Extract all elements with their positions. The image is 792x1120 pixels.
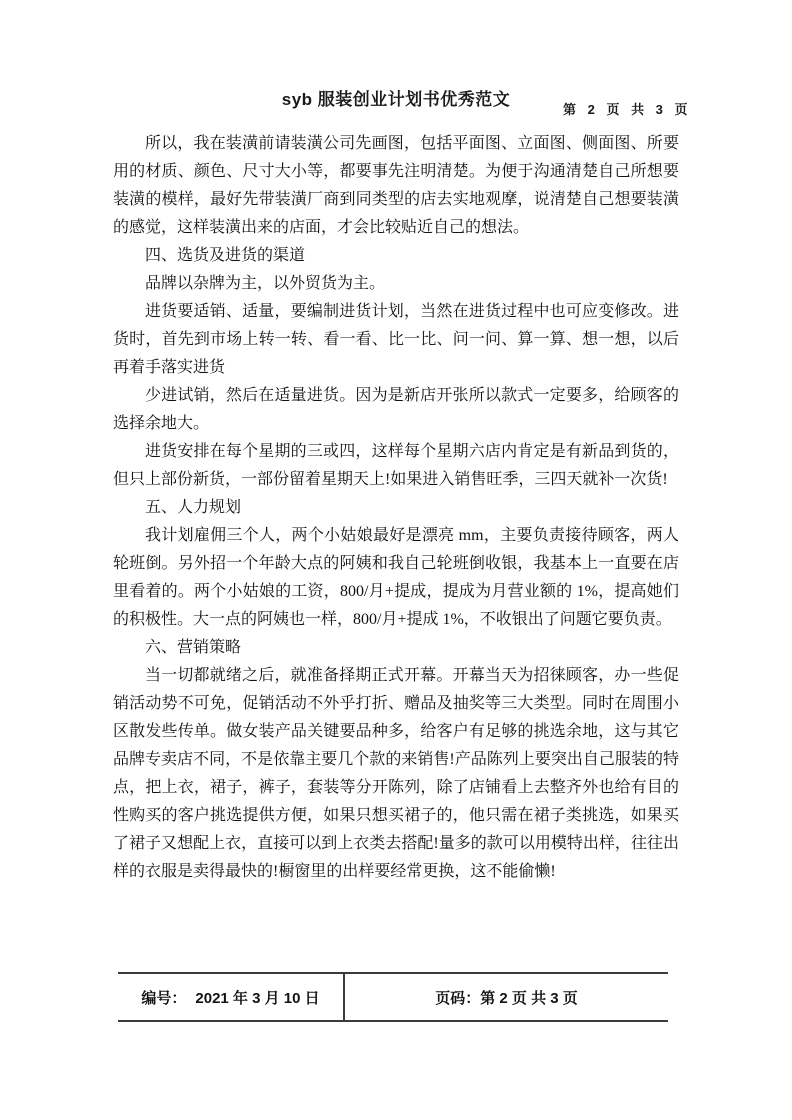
paragraph: 当一切都就绪之后，就准备择期正式开幕。开幕当天为招徕顾客，办一些促销活动势不可免，促销活动不外乎打折、赠品及抽奖等三大类型。同时在周围小区散发些传单。做女装产品关键要品种多，给客户有足够的挑选余地，这与其它品牌专卖店不同，不是依靠主要几个款的来销售!产品陈列上要突出自己服装的特点，把上衣，裙子，裤子，套装等分开陈列，除了店铺看上去整齐外也给有目的性购买的客户挑选提供方便，如果只想买裙子的，他只需在裙子类挑选，如果买了裙子又想配上衣，直接可以到上衣类去搭配!量多的款可以用模特出样，往往出样的衣服是卖得最快的!橱窗里的出样要经常更换，这不能偷懒! [113, 667, 679, 880]
paragraph: 进货要适销、适量，要编制进货计划，当然在进货过程中也可应变修改。进货时，首先到市场上转一转、看一看、比一比、问一问、算一算、想一想，以后再着手落实进货 [113, 303, 679, 376]
section-heading: 六、营销策略 [145, 639, 242, 656]
footer-page-cell [345, 974, 668, 1020]
section-heading: 五、人力规划 [145, 499, 242, 516]
footer-number-value: 2021 年 3 月 10 日 [195, 989, 320, 1007]
header-page-indicator: 第 2 页 共 3 页 [563, 102, 692, 117]
footer-page-value: 第 2 页 共 3 页 [480, 989, 578, 1007]
section-heading: 四、选货及进货的渠道 [145, 247, 306, 264]
paragraph: 所以，我在装潢前请装潢公司先画图，包括平面图、立面图、侧面图、所要用的材质、颜色、尺寸大小等，都要事先注明清楚。为便于沟通清楚自己所想要装潢的模样，最好先带装潢厂商到同类型的店去实地观摩，说清楚自己想要装潢的感觉，这样装潢出来的店面，才会比较贴近自己的想法。 [113, 135, 679, 236]
footer-number-label: 编号： [141, 989, 187, 1007]
paragraph: 品牌以杂牌为主，以外贸货为主。 [145, 275, 386, 292]
footer-page-label: 页码： [435, 989, 481, 1007]
document-body [113, 130, 679, 886]
document-title: syb 服装创业计划书优秀范文 [281, 90, 511, 109]
footer-table [118, 972, 668, 1022]
paragraph: 少进试销，然后在适量进货。因为是新店开张所以款式一定要多，给顾客的选择余地大。 [113, 387, 679, 432]
paragraph: 我计划雇佣三个人，两个小姑娘最好是漂亮 mm，主要负责接待顾客，两人轮班倒。另外招一个年龄大点的阿姨和我自己轮班倒收银，我基本上一直要在店里看着的。两个小姑娘的工资，800/月+提成，提成为月营业额的 1%，提高她们的积极性。大一点的阿姨也一样，800/月+提成 1%，不收银出了问题它要负责。 [113, 527, 679, 628]
footer-number-cell [118, 974, 345, 1020]
paragraph: 进货安排在每个星期的三或四，这样每个星期六店内肯定是有新品到货的，但只上部份新货，一部份留着星期天上!如果进入销售旺季，三四天就补一次货! [113, 443, 679, 488]
